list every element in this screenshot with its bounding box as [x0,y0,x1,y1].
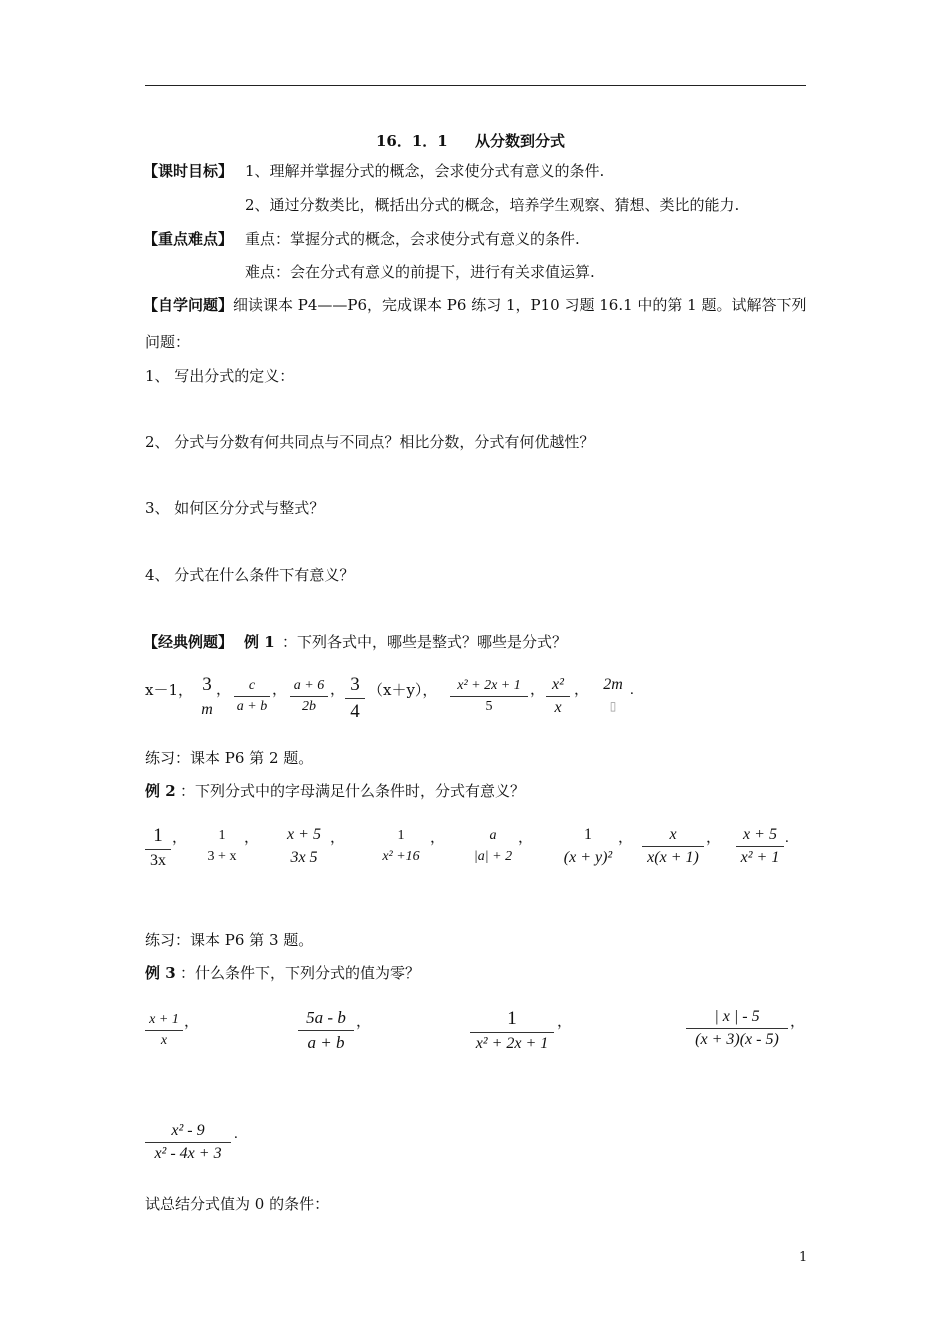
fraction: 1 (x + y)² [563,826,613,866]
comma: ， [518,830,534,846]
fraction: a |a| + 2 [473,828,513,864]
comma: ， [530,682,546,698]
question-3: 3、 如何区分分式与整式？ [145,499,325,517]
comma: ， [356,1014,372,1030]
comma: ， [574,682,590,698]
fraction: x² x [546,676,570,717]
comma: ， [172,830,188,846]
question-2: 2、 分式与分数有何共同点与不同点？相比分数，分式有何优越性？ [145,433,595,451]
summary-prompt: 试总结分式值为 0 的条件： [145,1195,330,1213]
period: . [234,1126,238,1142]
question-1: 1、 写出分式的定义： [145,367,295,385]
fraction: 1 3x [145,825,171,870]
example-1-text: ：下列各式中，哪些是整式？哪些是分式？ [282,633,568,651]
self-study-intro: 细读课本 P4——P6，完成课本 P6 练习 1，P10 习题 16.1 中的第 1 题。试解答下列 [233,296,807,314]
example-2-label: 例 2 [145,782,176,800]
fraction: | x | - 5 (x + 3)(x - 5) [686,1008,788,1049]
comma: ， [618,830,634,846]
example-2-text: ：下列分式中的字母满足什么条件时，分式有意义？ [180,782,526,800]
objective-2: 2、通过分数类比，概括出分式的概念，培养学生观察、猜想、类比的能力. [245,196,740,214]
fraction: x + 5 3x 5 [287,826,321,866]
comma: ， [216,682,232,698]
example-3-label: 例 3 [145,964,176,982]
question-4: 4、 分式在什么条件下有意义？ [145,566,355,584]
section-number: 16．1．1 [376,132,448,150]
fraction: x² - 9 x² - 4x + 3 [145,1122,231,1163]
fraction: 5a - b a + b [298,1008,354,1053]
fraction: 1 x² +16 [382,828,420,864]
comma: ， [790,1014,806,1030]
fraction: x x(x + 1) [642,826,704,867]
page-number: 1 [799,1250,808,1265]
comma: ， [244,830,260,846]
fraction: x + 5 x² + 1 [736,826,784,867]
period: . [630,682,634,698]
fraction: x + 1 x [145,1012,183,1049]
example-3-text: ：什么条件下，下列分式的值为零？ [180,964,421,982]
self-study-intro-cont: 问题： [145,333,191,351]
comma: ， [706,830,722,846]
examples-label: 【经典例题】 [143,633,234,651]
objectives-label: 【课时目标】 [143,162,234,180]
key-points-label: 【重点难点】 [143,230,234,248]
fraction: 3 4 [345,674,365,723]
difficulty-point: 难点：会在分式有意义的前提下，进行有关求值运算. [245,263,595,281]
period: . [785,830,789,846]
example-1-label: 例 1 [244,633,275,651]
fraction: 2m ▯ [603,676,623,713]
comma: ， [184,1014,200,1030]
comma: ， [430,830,446,846]
fraction: x² + 2x + 1 5 [450,678,528,715]
fraction: a + 6 2b [290,678,328,715]
fraction: c a + b [234,678,270,715]
header-rule [145,85,806,86]
fraction: 1 3 + x [207,828,237,864]
fraction: 1 x² + 2x + 1 [470,1008,554,1053]
comma: ， [272,682,288,698]
objective-1: 1、理解并掌握分式的概念，会求使分式有意义的条件. [245,162,605,180]
page-title: 从分数到分式 [475,132,566,150]
practice-2: 练习：课本 P6 第 3 题。 [145,931,314,949]
comma: ， [330,682,346,698]
self-study-label: 【自学问题】 [143,296,234,314]
comma: ， [557,1014,573,1030]
key-point: 重点：掌握分式的概念，会求使分式有意义的条件. [245,230,580,248]
comma: ， [330,830,346,846]
expr-tail: （x＋y）， [368,681,438,699]
expr-plain: x－1， [145,681,194,699]
practice-1: 练习：课本 P6 第 2 题。 [145,749,314,767]
fraction: 3 m [201,674,213,718]
